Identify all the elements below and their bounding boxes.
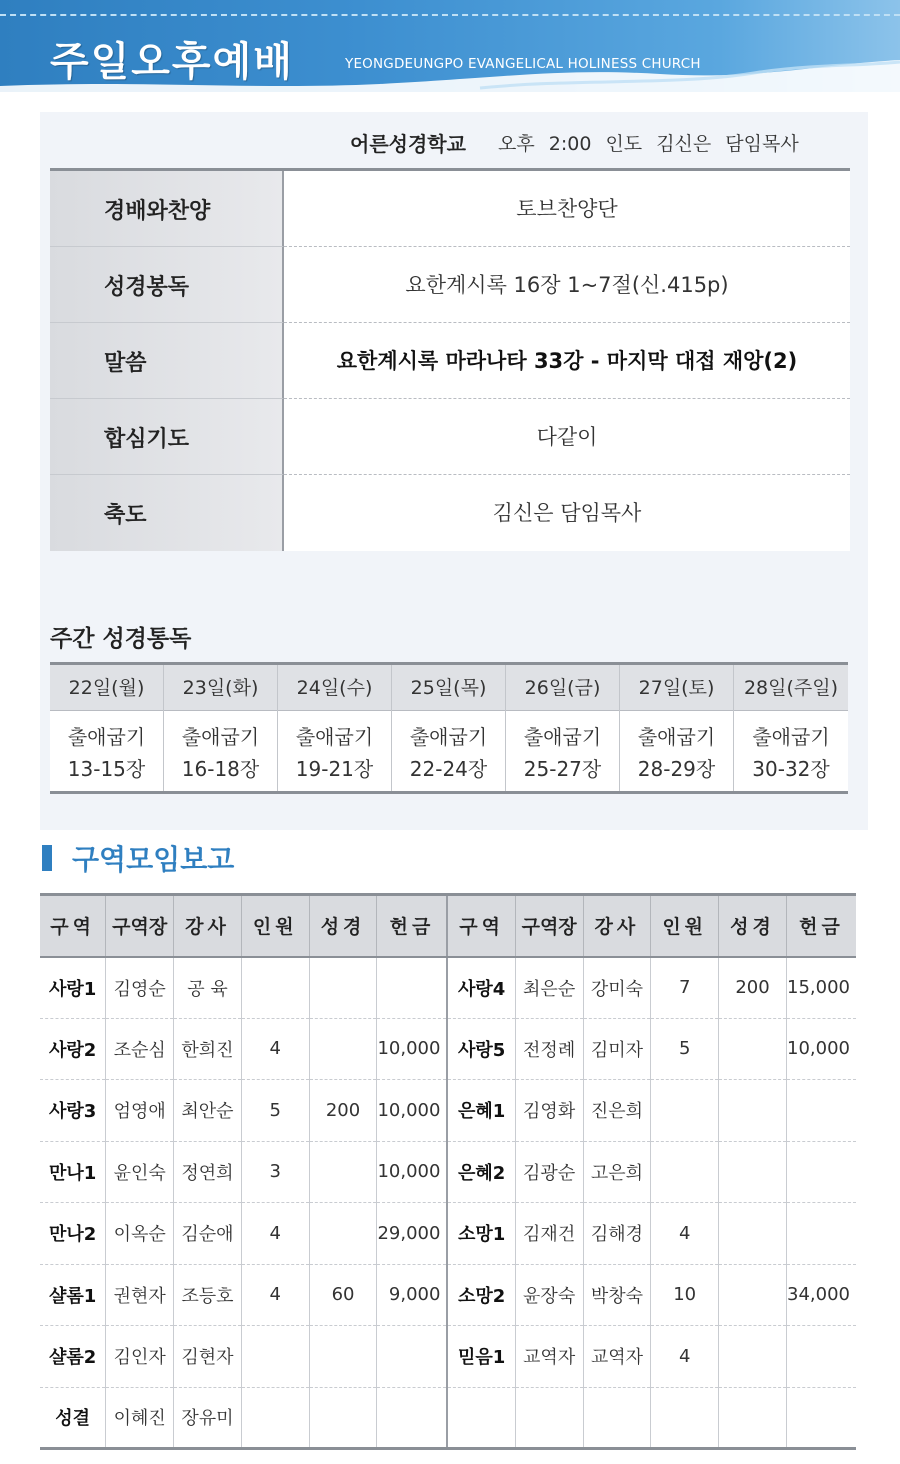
report-cell-area: 샬롬2 bbox=[40, 1326, 106, 1388]
report-cell-count: 4 bbox=[241, 1203, 309, 1265]
report-cell-teacher: 김미자 bbox=[583, 1018, 651, 1080]
weekly-day-column bbox=[278, 665, 392, 791]
weekly-chapters: 22-24장 bbox=[409, 757, 488, 781]
report-cell-leader: 교역자 bbox=[515, 1326, 583, 1388]
header-bible: 성경 bbox=[719, 895, 787, 957]
order-value: 요한계시록 16장 1~7절(신.415p) bbox=[284, 247, 850, 323]
report-cell-teacher: 최안순 bbox=[174, 1080, 242, 1142]
report-cell-offering bbox=[786, 1387, 856, 1449]
report-cell-offering: 9,000 bbox=[377, 1264, 447, 1326]
report-cell-leader: 김재건 bbox=[515, 1203, 583, 1265]
report-cell-count bbox=[241, 957, 309, 1019]
weekly-day-column bbox=[164, 665, 278, 791]
report-cell-count: 4 bbox=[651, 1326, 719, 1388]
bible-school-line bbox=[50, 128, 850, 160]
weekly-day-column bbox=[392, 665, 506, 791]
report-cell-leader bbox=[515, 1387, 583, 1449]
report-cell-offering bbox=[786, 1203, 856, 1265]
report-cell-offering: 10,000 bbox=[786, 1018, 856, 1080]
weekly-book: 출애굽기 bbox=[523, 725, 602, 749]
report-cell-teacher: 김순애 bbox=[174, 1203, 242, 1265]
report-cell-leader: 김인자 bbox=[106, 1326, 174, 1388]
weekly-day-column bbox=[506, 665, 620, 791]
table-row bbox=[40, 1080, 856, 1142]
report-cell-offering bbox=[786, 1326, 856, 1388]
table-row bbox=[40, 957, 856, 1019]
page-title: 주일오후예배 bbox=[50, 39, 294, 85]
report-cell-area: 은혜1 bbox=[447, 1080, 515, 1142]
report-cell-bible bbox=[309, 1203, 377, 1265]
order-value: 다같이 bbox=[284, 399, 850, 475]
table-row bbox=[40, 1387, 856, 1449]
report-cell-leader: 김영화 bbox=[515, 1080, 583, 1142]
header-teacher: 강사 bbox=[583, 895, 651, 957]
weekly-day-column bbox=[50, 665, 164, 791]
report-cell-leader: 전정례 bbox=[515, 1018, 583, 1080]
report-cell-offering: 34,000 bbox=[786, 1264, 856, 1326]
report-cell-area: 사랑2 bbox=[40, 1018, 106, 1080]
report-cell-area bbox=[447, 1387, 515, 1449]
report-cell-bible bbox=[309, 1018, 377, 1080]
report-cell-count bbox=[241, 1326, 309, 1388]
weekly-book: 출애굽기 bbox=[67, 725, 146, 749]
header-offering: 헌금 bbox=[786, 895, 856, 957]
report-cell-area: 소망1 bbox=[447, 1203, 515, 1265]
report-cell-count: 7 bbox=[651, 957, 719, 1019]
wave-decoration bbox=[0, 60, 900, 92]
header-leader: 구역장 bbox=[106, 895, 174, 957]
report-cell-bible bbox=[309, 957, 377, 1019]
report-cell-count: 4 bbox=[241, 1264, 309, 1326]
weekly-day: 23일(화) bbox=[164, 665, 277, 711]
report-cell-teacher: 김현자 bbox=[174, 1326, 242, 1388]
weekly-day: 27일(토) bbox=[620, 665, 733, 711]
report-cell-bible bbox=[309, 1387, 377, 1449]
table-row bbox=[40, 1264, 856, 1326]
report-cell-bible bbox=[719, 1264, 787, 1326]
weekly-day-column bbox=[620, 665, 734, 791]
report-cell-area: 믿음1 bbox=[447, 1326, 515, 1388]
report-cell-teacher: 공 육 bbox=[174, 957, 242, 1019]
order-row bbox=[50, 171, 850, 247]
report-cell-offering: 10,000 bbox=[377, 1018, 447, 1080]
report-cell-offering: 29,000 bbox=[377, 1203, 447, 1265]
report-cell-leader: 최은순 bbox=[515, 957, 583, 1019]
report-cell-count bbox=[651, 1080, 719, 1142]
report-cell-count: 4 bbox=[651, 1203, 719, 1265]
order-label: 합심기도 bbox=[104, 427, 190, 452]
weekly-day: 24일(수) bbox=[278, 665, 391, 711]
weekly-reading-table bbox=[50, 662, 848, 794]
report-cell-count: 5 bbox=[651, 1018, 719, 1080]
report-cell-leader: 김영순 bbox=[106, 957, 174, 1019]
table-row bbox=[40, 1326, 856, 1388]
order-label: 경배와찬양 bbox=[104, 199, 211, 224]
order-row bbox=[50, 247, 850, 323]
report-cell-count: 10 bbox=[651, 1264, 719, 1326]
report-cell-bible bbox=[719, 1080, 787, 1142]
church-name: YEONGDEUNGPO EVANGELICAL HOLINESS CHURCH bbox=[345, 56, 701, 72]
weekly-chapters: 16-18장 bbox=[181, 757, 260, 781]
bible-school-name: 어른성경학교 bbox=[350, 132, 466, 156]
report-cell-offering bbox=[377, 1387, 447, 1449]
order-label: 말씀 bbox=[104, 351, 147, 376]
report-cell-bible: 60 bbox=[309, 1264, 377, 1326]
weekly-book: 출애굽기 bbox=[637, 725, 716, 749]
report-cell-area: 사랑3 bbox=[40, 1080, 106, 1142]
weekly-chapters: 30-32장 bbox=[752, 757, 830, 781]
report-cell-teacher: 정연희 bbox=[174, 1141, 242, 1203]
report-cell-bible bbox=[719, 1387, 787, 1449]
report-cell-teacher: 김해경 bbox=[583, 1203, 651, 1265]
report-cell-offering: 10,000 bbox=[377, 1141, 447, 1203]
report-cell-offering bbox=[377, 1326, 447, 1388]
weekly-day: 22일(월) bbox=[50, 665, 163, 711]
report-cell-leader: 권현자 bbox=[106, 1264, 174, 1326]
weekly-chapters: 25-27장 bbox=[523, 757, 602, 781]
report-cell-leader: 윤장숙 bbox=[515, 1264, 583, 1326]
report-cell-count: 4 bbox=[241, 1018, 309, 1080]
report-cell-area: 만나2 bbox=[40, 1203, 106, 1265]
order-row bbox=[50, 475, 850, 551]
report-cell-teacher: 강미숙 bbox=[583, 957, 651, 1019]
header-count: 인원 bbox=[651, 895, 719, 957]
worship-order-table bbox=[50, 168, 850, 551]
report-cell-count: 3 bbox=[241, 1141, 309, 1203]
report-header-row bbox=[40, 895, 856, 957]
report-cell-area: 만나1 bbox=[40, 1141, 106, 1203]
report-cell-area: 성결 bbox=[40, 1387, 106, 1449]
report-cell-offering bbox=[377, 957, 447, 1019]
weekly-chapters: 19-21장 bbox=[295, 757, 374, 781]
report-cell-bible: 200 bbox=[719, 957, 787, 1019]
table-row bbox=[40, 1018, 856, 1080]
report-cell-teacher bbox=[583, 1387, 651, 1449]
header-banner bbox=[0, 0, 900, 92]
report-cell-area: 사랑4 bbox=[447, 957, 515, 1019]
report-cell-bible bbox=[719, 1203, 787, 1265]
report-cell-teacher: 조등호 bbox=[174, 1264, 242, 1326]
section-bar-icon bbox=[42, 845, 52, 871]
weekly-day: 25일(목) bbox=[392, 665, 505, 711]
weekly-book: 출애굽기 bbox=[409, 725, 488, 749]
banner-dashed-line bbox=[0, 14, 900, 16]
order-value: 김신은 담임목사 bbox=[284, 475, 850, 551]
report-cell-leader: 이옥순 bbox=[106, 1203, 174, 1265]
report-cell-leader: 조순심 bbox=[106, 1018, 174, 1080]
report-cell-teacher: 한희진 bbox=[174, 1018, 242, 1080]
report-cell-area: 소망2 bbox=[447, 1264, 515, 1326]
district-report-table bbox=[40, 893, 856, 1450]
weekly-day-column bbox=[734, 665, 848, 791]
report-cell-leader: 김광순 bbox=[515, 1141, 583, 1203]
report-cell-leader: 엄영애 bbox=[106, 1080, 174, 1142]
report-cell-area: 은혜2 bbox=[447, 1141, 515, 1203]
order-label: 축도 bbox=[104, 503, 147, 528]
weekly-book: 출애굽기 bbox=[181, 725, 260, 749]
report-cell-count bbox=[241, 1387, 309, 1449]
order-value: 토브찬양단 bbox=[284, 171, 850, 247]
report-cell-area: 사랑1 bbox=[40, 957, 106, 1019]
header-bible: 성경 bbox=[309, 895, 377, 957]
report-cell-offering: 10,000 bbox=[377, 1080, 447, 1142]
header-area: 구역 bbox=[447, 895, 515, 957]
bible-school-info: 오후 2:00 인도 김신은 담임목사 bbox=[498, 133, 799, 155]
report-cell-area: 사랑5 bbox=[447, 1018, 515, 1080]
header-offering: 헌금 bbox=[377, 895, 447, 957]
report-cell-bible bbox=[719, 1018, 787, 1080]
weekly-chapters: 13-15장 bbox=[67, 757, 146, 781]
report-cell-offering bbox=[786, 1080, 856, 1142]
table-row bbox=[40, 1141, 856, 1203]
report-cell-bible bbox=[309, 1141, 377, 1203]
report-cell-bible bbox=[719, 1326, 787, 1388]
weekly-chapters: 28-29장 bbox=[637, 757, 716, 781]
table-row bbox=[40, 1203, 856, 1265]
report-cell-bible: 200 bbox=[309, 1080, 377, 1142]
report-cell-teacher: 진은희 bbox=[583, 1080, 651, 1142]
report-cell-teacher: 고은희 bbox=[583, 1141, 651, 1203]
report-cell-area: 샬롬1 bbox=[40, 1264, 106, 1326]
weekly-book: 출애굽기 bbox=[752, 725, 830, 749]
report-cell-bible bbox=[719, 1141, 787, 1203]
report-cell-teacher: 교역자 bbox=[583, 1326, 651, 1388]
report-cell-offering bbox=[786, 1141, 856, 1203]
weekly-reading-title: 주간 성경통독 bbox=[50, 626, 192, 652]
order-row bbox=[50, 323, 850, 399]
order-row bbox=[50, 399, 850, 475]
header-area: 구역 bbox=[40, 895, 106, 957]
order-label: 성경봉독 bbox=[104, 275, 190, 300]
report-cell-count bbox=[651, 1387, 719, 1449]
weekly-day: 26일(금) bbox=[506, 665, 619, 711]
report-cell-teacher: 장유미 bbox=[174, 1387, 242, 1449]
header-teacher: 강사 bbox=[174, 895, 242, 957]
weekly-book: 출애굽기 bbox=[295, 725, 374, 749]
order-value: 요한계시록 마라나타 33강 - 마지막 대접 재앙(2) bbox=[284, 323, 850, 399]
weekly-day: 28일(주일) bbox=[734, 665, 848, 711]
report-cell-count bbox=[651, 1141, 719, 1203]
report-cell-leader: 윤인숙 bbox=[106, 1141, 174, 1203]
report-cell-offering: 15,000 bbox=[786, 957, 856, 1019]
report-cell-count: 5 bbox=[241, 1080, 309, 1142]
report-title: 구역모임보고 bbox=[72, 843, 235, 876]
header-leader: 구역장 bbox=[515, 895, 583, 957]
report-cell-leader: 이혜진 bbox=[106, 1387, 174, 1449]
report-cell-bible bbox=[309, 1326, 377, 1388]
report-cell-teacher: 박창숙 bbox=[583, 1264, 651, 1326]
header-count: 인원 bbox=[241, 895, 309, 957]
